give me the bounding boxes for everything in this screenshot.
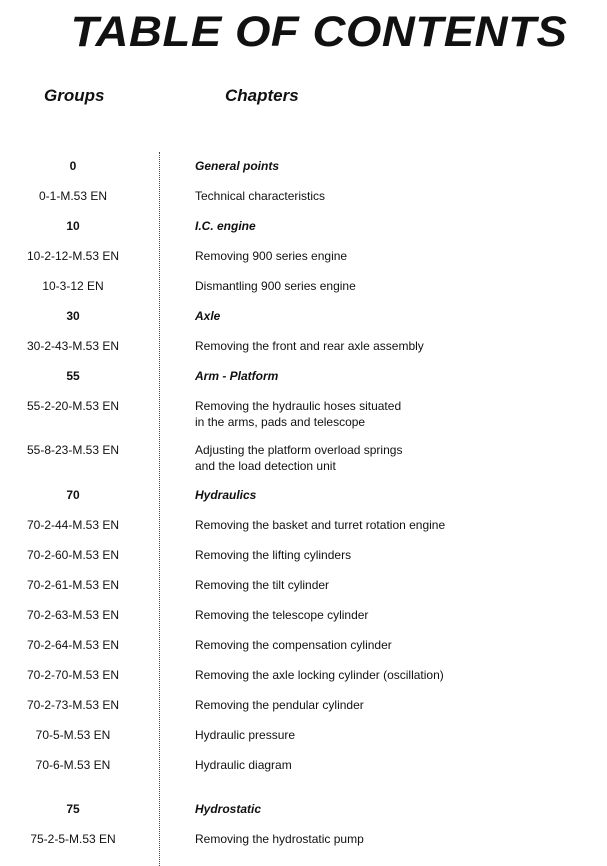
chapter-title: [195, 398, 595, 430]
chapter-title: [195, 607, 595, 623]
chapter-title-line: Removing the front and rear axle assembly: [195, 339, 424, 353]
chapter-title-line: Hydraulic pressure: [195, 728, 296, 742]
section-number: 70: [66, 488, 80, 502]
chapter-title-line: General points: [195, 159, 280, 173]
chapter-title: [195, 338, 595, 354]
group-reference: 30-2-43-M.53 EN: [26, 339, 120, 353]
section-number: 10: [66, 219, 80, 233]
chapter-title: [195, 577, 595, 593]
group-reference: 70-2-61-M.53 EN: [26, 578, 120, 592]
chapter-title: [195, 637, 595, 653]
chapter-title-line: Removing the pendular cylinder: [195, 698, 364, 712]
chapter-title-line: Arm - Platform: [195, 369, 279, 383]
chapter-title-line: Removing the lifting cylinders: [195, 548, 352, 562]
chapter-title-line: Removing the hydrostatic pump: [195, 832, 364, 846]
group-reference: 10-3-12 EN: [42, 279, 104, 293]
chapter-title-line-2: and the load detection unit: [195, 459, 336, 473]
section-number: 55: [66, 369, 80, 383]
group-reference: 70-2-63-M.53 EN: [26, 608, 120, 622]
chapter-title-line-2: in the arms, pads and telescope: [195, 415, 366, 429]
group-reference: 55-2-20-M.53 EN: [26, 399, 120, 413]
chapter-title-line: Removing the tilt cylinder: [195, 578, 330, 592]
section-title: [195, 218, 595, 234]
chapter-title-line: Hydraulics: [195, 488, 257, 502]
section-number: 0: [69, 159, 77, 173]
section-title: [195, 368, 595, 384]
chapters-column-header: Chapters: [225, 86, 299, 105]
group-reference: 70-2-70-M.53 EN: [26, 668, 120, 682]
groups-column-header: Groups: [44, 86, 105, 105]
group-reference: 70-2-73-M.53 EN: [26, 698, 120, 712]
section-number: 75: [66, 802, 80, 816]
chapter-title: [195, 667, 595, 683]
chapter-title-line: I.C. engine: [195, 219, 256, 233]
group-reference: 55-8-23-M.53 EN: [26, 443, 120, 457]
section-title: [195, 158, 595, 174]
chapter-title-line: Removing the hydraulic hoses situated: [195, 399, 402, 413]
chapter-title-line: Removing the axle locking cylinder (oscillation): [195, 668, 444, 682]
chapter-title-line: Removing the basket and turret rotation engine: [195, 518, 446, 532]
group-reference: 0-1-M.53 EN: [38, 189, 108, 203]
chapter-title: [195, 831, 595, 847]
chapter-title-line: Removing the compensation cylinder: [195, 638, 392, 652]
chapter-title: [195, 727, 595, 743]
group-reference: 70-6-M.53 EN: [35, 758, 111, 772]
group-reference: 75-2-5-M.53 EN: [30, 832, 116, 846]
group-reference: 70-2-64-M.53 EN: [26, 638, 120, 652]
chapter-title-line: Dismantling 900 series engine: [195, 279, 356, 293]
chapter-title-line: Hydrostatic: [195, 802, 262, 816]
chapter-title: [195, 278, 595, 294]
chapter-title: [195, 757, 595, 773]
page-title: TABLE OF CONTENTS: [70, 8, 568, 56]
chapter-title: [195, 547, 595, 563]
chapter-title: [195, 248, 595, 264]
group-reference: 70-5-M.53 EN: [35, 728, 111, 742]
section-title: [195, 801, 595, 817]
chapter-title: [195, 697, 595, 713]
chapter-title-line: Removing 900 series engine: [195, 249, 348, 263]
chapter-title-line: Adjusting the platform overload springs: [195, 443, 403, 457]
group-reference: 10-2-12-M.53 EN: [26, 249, 120, 263]
section-title: [195, 308, 595, 324]
chapter-title-line: Hydraulic diagram: [195, 758, 292, 772]
chapter-title: [195, 517, 595, 533]
section-title: [195, 487, 595, 503]
group-reference: 70-2-44-M.53 EN: [26, 518, 120, 532]
group-reference: 70-2-60-M.53 EN: [26, 548, 120, 562]
chapter-title: [195, 188, 595, 204]
chapter-title-line: Axle: [195, 309, 221, 323]
section-number: 30: [66, 309, 80, 323]
chapter-title-line: Technical characteristics: [195, 189, 326, 203]
chapter-title: [195, 442, 595, 474]
column-divider: [159, 152, 160, 866]
chapter-title-line: Removing the telescope cylinder: [195, 608, 369, 622]
